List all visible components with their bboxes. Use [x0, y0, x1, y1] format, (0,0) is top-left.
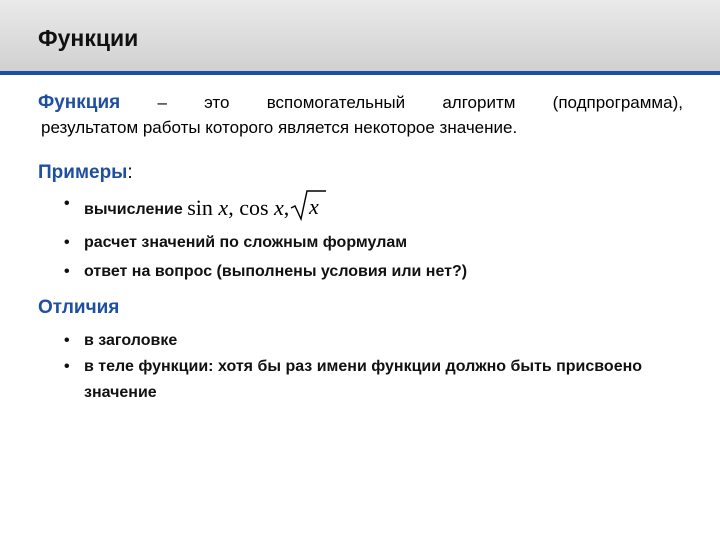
list-item: • ответ на вопрос (выполнены условия или нет?) — [64, 257, 467, 286]
definition-word: вспомогательный — [266, 93, 406, 112]
definition-block — [38, 90, 683, 140]
definition-term: Функция — [38, 92, 121, 113]
math-comma: , — [228, 195, 234, 220]
math-x: x — [274, 195, 284, 220]
math-x: x — [218, 195, 229, 220]
definition-word: алгоритм — [442, 93, 516, 112]
differences-heading: Отличия — [38, 297, 120, 318]
math-formula — [187, 195, 327, 220]
math-sqrt — [289, 189, 327, 228]
definition-word: – — [157, 93, 167, 112]
math-comma: , — [283, 195, 290, 220]
definition-word: (подпрограмма), — [552, 93, 683, 112]
examples-heading-colon: : — [127, 162, 133, 183]
examples-heading-text: Примеры — [38, 162, 128, 183]
examples-heading — [38, 162, 133, 184]
slide-title: Функции — [38, 25, 139, 51]
differences-list — [64, 328, 664, 406]
math-sin: sin — [187, 195, 213, 220]
math-x: x — [309, 194, 320, 219]
list-item: • в заголовке — [64, 328, 664, 354]
definition-word: это — [204, 93, 230, 112]
math-cos: cos — [239, 195, 269, 220]
definition-line-1 — [38, 90, 683, 115]
examples-list — [64, 189, 467, 286]
list-item-text: вычисление — [84, 201, 183, 218]
list-item: • расчет значений по сложным формулам — [64, 228, 467, 257]
list-item: • в теле функции: хотя бы раз имени функции должно быть присвоено значение — [64, 354, 664, 406]
header-underline — [0, 71, 720, 75]
definition-line-2: результатом работы которого является некоторое значение. — [41, 118, 518, 137]
sqrt-sign-icon — [289, 189, 327, 221]
list-item — [64, 189, 467, 228]
